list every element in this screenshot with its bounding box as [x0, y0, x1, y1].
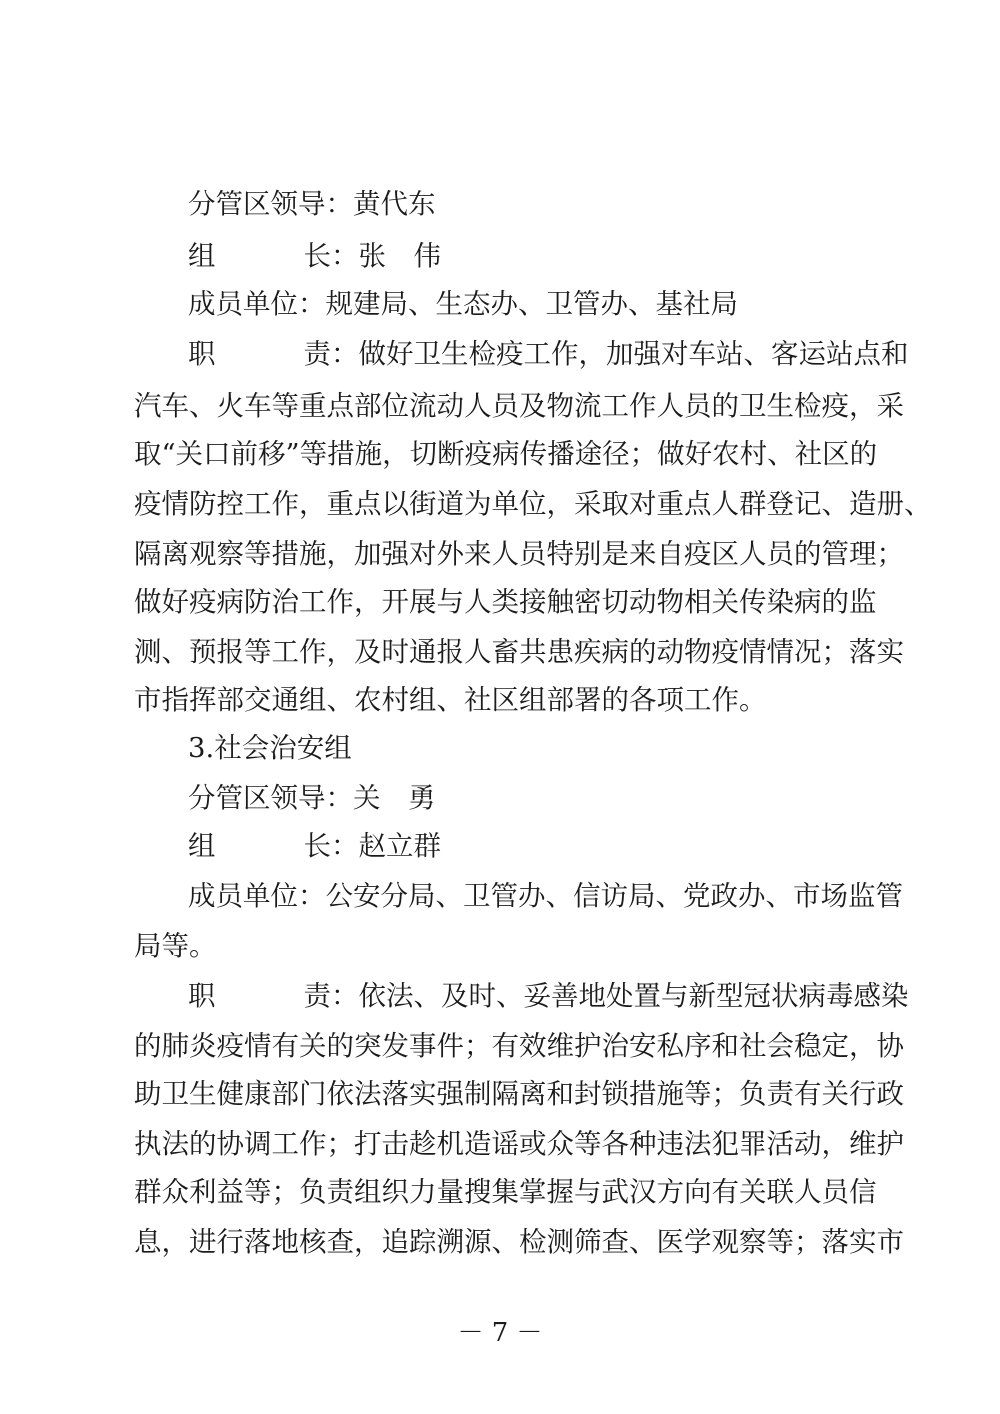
member-units-line-cont: 局等。	[134, 930, 217, 962]
member-units-line: 成员单位：公安分局、卫管办、信访局、党政办、市场监管	[188, 880, 903, 912]
group-head-label-a: 组	[188, 830, 216, 862]
duty-line-first	[188, 980, 909, 1012]
group-head-label-b: 长：赵立群	[303, 830, 441, 862]
group-head-line	[188, 830, 441, 862]
duty-line: 隔离观察等措施，加强对外来人员特别是来自疫区人员的管理；	[134, 538, 904, 570]
duty-line: 执法的协调工作；打击趁机造谣或众等各种违法犯罪活动，维护	[134, 1128, 904, 1160]
duty-line: 息，进行落地核查，追踪溯源、检测筛查、医学观察等；落实市	[134, 1226, 904, 1258]
leader-line: 分管区领导：黄代东	[188, 188, 436, 220]
duty-line: 疫情防控工作，重点以街道为单位，采取对重点人群登记、造册、	[134, 488, 932, 520]
page-number: － 7 －	[457, 1318, 543, 1348]
duty-line: 测、预报等工作，及时通报人畜共患疾病的动物疫情情况；落实	[134, 636, 904, 668]
group-head-line	[188, 240, 441, 272]
duty-line: 助卫生健康部门依法落实强制隔离和封锁措施等；负责有关行政	[134, 1078, 904, 1110]
duty-text-first: 责：做好卫生检疫工作，加强对车站、客运站点和	[303, 338, 909, 370]
group-head-label-b: 长：张 伟	[303, 240, 441, 272]
duty-line-last: 市指挥部交通组、农村组、社区组部署的各项工作。	[134, 684, 767, 716]
duty-text-first: 责：依法、及时、妥善地处置与新型冠状病毒感染	[303, 980, 909, 1012]
duty-line: 做好疫病防治工作，开展与人类接触密切动物相关传染病的监	[134, 586, 877, 618]
duty-line-first	[188, 338, 909, 370]
section-heading: 3.社会治安组	[188, 732, 352, 764]
member-units-line: 成员单位：规建局、生态办、卫管办、基社局	[188, 288, 738, 320]
duty-line: 群众利益等；负责组织力量搜集掌握与武汉方向有关联人员信	[134, 1176, 877, 1208]
duty-line: 取“关口前移”等措施，切断疫病传播途径；做好农村、社区的	[134, 438, 878, 470]
leader-line: 分管区领导：关 勇	[188, 782, 436, 814]
duty-label-a: 职	[188, 980, 216, 1012]
duty-label-a: 职	[188, 338, 216, 370]
duty-line: 的肺炎疫情有关的突发事件；有效维护治安私序和社会稳定，协	[134, 1030, 904, 1062]
duty-line: 汽车、火车等重点部位流动人员及物流工作人员的卫生检疫，采	[134, 390, 904, 422]
group-head-label-a: 组	[188, 240, 216, 272]
